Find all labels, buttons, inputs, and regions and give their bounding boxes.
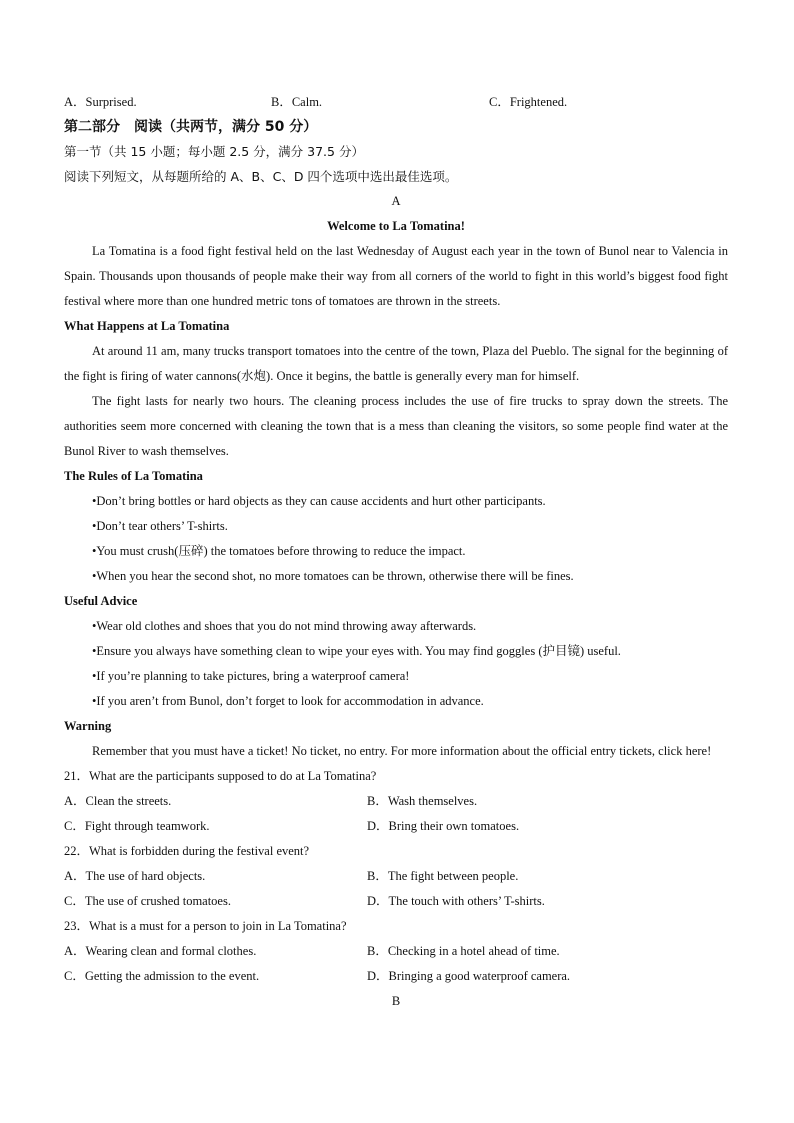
option-c: C．Fight through teamwork. (64, 819, 210, 833)
option-c: C．Frightened. (489, 95, 568, 109)
option-a: A．Surprised. (64, 95, 137, 109)
instruction: 阅读下列短文，从每题所给的 A、B、C、D 四个选项中选出最佳选项。 (64, 169, 458, 184)
section-title: 第二部分 阅读（共两节，满分 50 分） (64, 119, 318, 135)
what-happens-heading: What Happens at La Tomatina (64, 319, 230, 333)
rule-item: •Don’t bring bottles or hard objects as they can cause accidents and hurt other participants. (92, 494, 546, 508)
previous-question-options (64, 90, 728, 115)
passage-b-letter: B (391, 994, 401, 1008)
question-21-options-row-2 (64, 814, 728, 839)
what-happens-paragraph-2: The fight lasts for nearly two hours. The cleaning process includes the use of fire trucks to spray down the streets. The authorities seem more concerned with cleaning the town that is a mess than cleaning the visitors, so some people find water at the Bunol River to wash themselves. (64, 394, 728, 458)
subsection-title: 第一节（共 15 小题；每小题 2.5 分，满分 37.5 分） (64, 144, 364, 159)
option-d: D．The touch with others’ T-shirts. (367, 894, 545, 908)
option-c: C．Getting the admission to the event. (64, 969, 260, 983)
rule-item: •Don’t tear others’ T-shirts. (92, 519, 228, 533)
option-c: C．The use of crushed tomatoes. (64, 894, 231, 908)
option-b: B．Checking in a hotel ahead of time. (367, 944, 560, 958)
warning-heading: Warning (64, 719, 112, 733)
option-a: A．Wearing clean and formal clothes. (64, 944, 257, 958)
passage-a-intro: La Tomatina is a food fight festival held on the last Wednesday of August each year in the town of Bunol near to Valencia in Spain. Thousands upon thousands of people make their way from all corners of the world to fight in this world’s biggest food fight festival where more than one hundred metric tons of tomatoes are thrown in the streets. (64, 244, 728, 308)
question-21-options-row-1 (64, 789, 728, 814)
exam-page (64, 90, 728, 1014)
question-21-stem: 21．What are the participants supposed to do at La Tomatina? (64, 769, 377, 783)
question-22-options-row-1 (64, 864, 728, 889)
passage-a-title: Welcome to La Tomatina! (327, 219, 465, 233)
question-23-options-row-2 (64, 964, 728, 989)
option-d: D．Bringing a good waterproof camera. (367, 969, 571, 983)
advice-item: •Wear old clothes and shoes that you do not mind throwing away afterwards. (92, 619, 477, 633)
advice-heading: Useful Advice (64, 594, 138, 608)
advice-item: •If you’re planning to take pictures, bring a waterproof camera! (92, 669, 410, 683)
option-d: D．Bring their own tomatoes. (367, 819, 520, 833)
option-b: B．The fight between people. (367, 869, 519, 883)
advice-item: •If you aren’t from Bunol, don’t forget to look for accommodation in advance. (92, 694, 484, 708)
warning-text: Remember that you must have a ticket! No ticket, no entry. For more information about the official entry tickets, click here! (92, 744, 712, 758)
question-22-options-row-2 (64, 889, 728, 914)
option-b: B．Wash themselves. (367, 794, 478, 808)
rules-heading: The Rules of La Tomatina (64, 469, 203, 483)
question-23-stem: 23．What is a must for a person to join in La Tomatina? (64, 919, 347, 933)
option-a: A．Clean the streets. (64, 794, 172, 808)
question-22-stem: 22．What is forbidden during the festival event? (64, 844, 310, 858)
advice-item: •Ensure you always have something clean to wipe your eyes with. You may find goggles (护目镜) useful. (92, 644, 621, 658)
option-a: A．The use of hard objects. (64, 869, 206, 883)
question-23-options-row-1 (64, 939, 728, 964)
rule-item: •You must crush(压碎) the tomatoes before throwing to reduce the impact. (92, 544, 466, 558)
option-b: B．Calm. (271, 95, 323, 109)
what-happens-paragraph-1: At around 11 am, many trucks transport tomatoes into the centre of the town, Plaza del Pueblo. The signal for the beginning of the fight is firing of water cannons(水炮). Once it begins, the battle is generally every man for himself. (64, 344, 728, 383)
passage-a-letter: A (391, 194, 401, 208)
rule-item: •When you hear the second shot, no more tomatoes can be thrown, otherwise there will be fines. (92, 569, 574, 583)
